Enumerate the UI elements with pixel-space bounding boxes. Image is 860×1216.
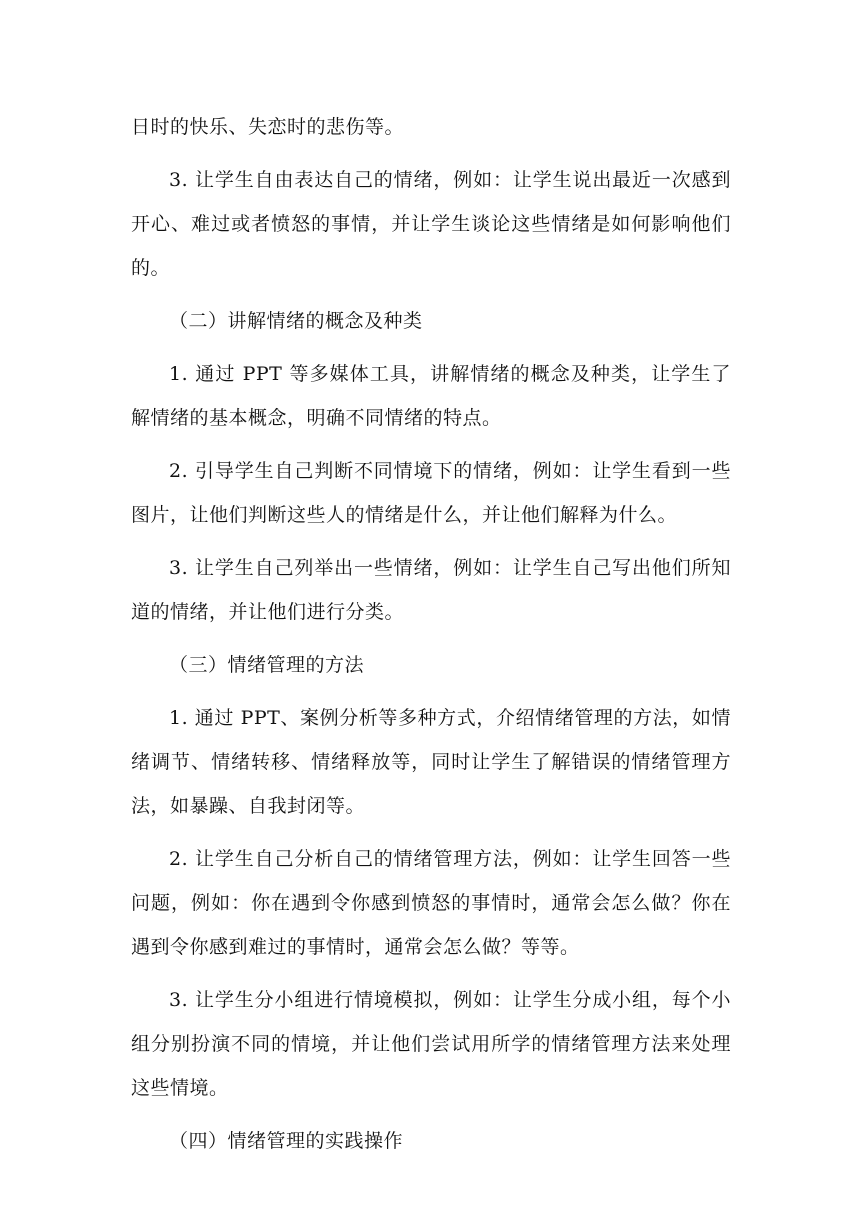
list-item-group-simulation: 3. 让学生分小组进行情境模拟，例如：让学生分成小组，每个小组分别扮演不同的情境，并让他们尝试用所学的情绪管理方法来处理这些情境。 bbox=[131, 989, 731, 1099]
list-item-ppt-explain: 1. 通过 PPT 等多媒体工具，讲解情绪的概念及种类，让学生了解情绪的基本概念，明确不同情绪的特点。 bbox=[131, 363, 731, 429]
paragraph-continuation: 日时的快乐、失恋时的悲伤等。 bbox=[131, 116, 405, 138]
list-item-judge-emotions: 2. 引导学生自己判断不同情境下的情绪，例如：让学生看到一些图片，让他们判断这些人的情绪是什么，并让他们解释为什么。 bbox=[131, 460, 731, 526]
list-item-self-analysis: 2. 让学生自己分析自己的情绪管理方法，例如：让学生回答一些问题，例如：你在遇到令你感到愤怒的事情时，通常会怎么做？你在遇到令你感到难过的事情时，通常会怎么做？等等。 bbox=[131, 848, 731, 958]
list-item-list-emotions: 3. 让学生自己列举出一些情绪，例如：让学生自己写出他们所知道的情绪，并让他们进行分类。 bbox=[131, 557, 731, 623]
section-heading-2: （二）讲解情绪的概念及种类 bbox=[169, 310, 423, 332]
section-heading-3: （三）情绪管理的方法 bbox=[169, 654, 365, 676]
document-body bbox=[131, 105, 731, 1163]
list-item-express-emotions: 3. 让学生自由表达自己的情绪，例如：让学生说出最近一次感到开心、难过或者愤怒的事情，并让学生谈论这些情绪是如何影响他们的。 bbox=[131, 169, 731, 279]
list-item-management-methods: 1. 通过 PPT、案例分析等多种方式，介绍情绪管理的方法，如情绪调节、情绪转移、情绪释放等，同时让学生了解错误的情绪管理方法，如暴躁、自我封闭等。 bbox=[131, 707, 731, 817]
section-heading-4: （四）情绪管理的实践操作 bbox=[169, 1130, 404, 1152]
